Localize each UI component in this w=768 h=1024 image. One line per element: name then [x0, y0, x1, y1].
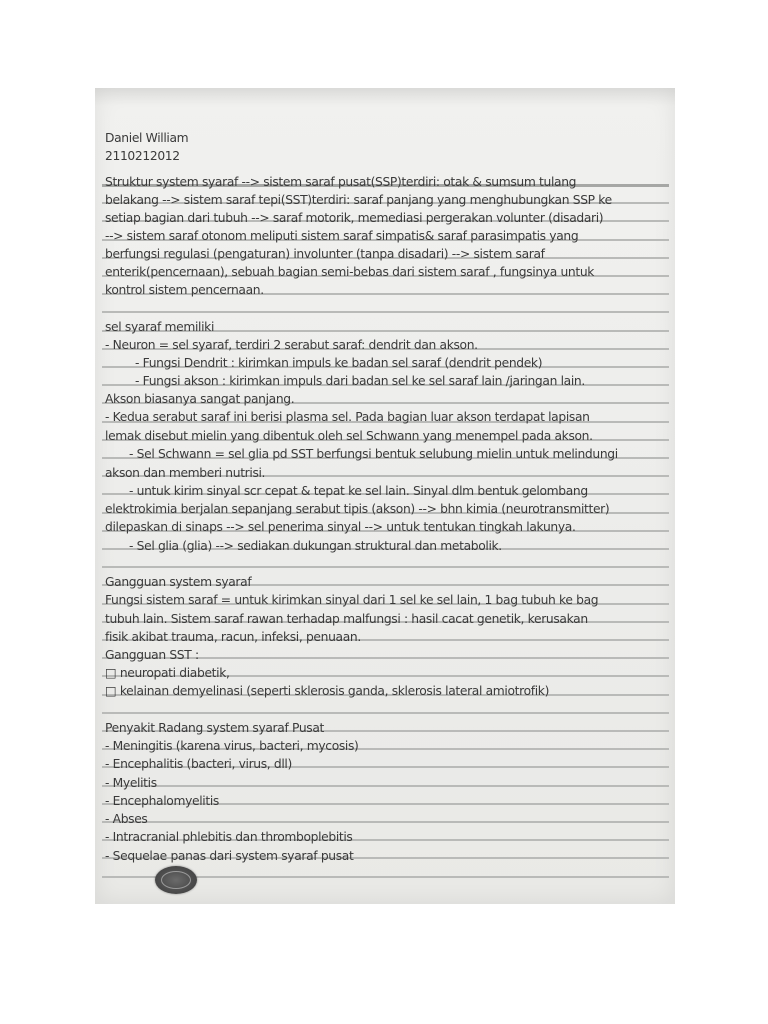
note-date: 2110212012: [105, 149, 180, 163]
text-line: Fungsi sistem saraf = untuk kirimkan sinyal dari 1 sel ke sel lain, 1 bag tubuh ke bag: [105, 593, 599, 607]
text-line: - untuk kirim sinyal scr cepat & tepat ke sel lain. Sinyal dlm bentuk gelombang: [129, 484, 588, 498]
text-line: tubuh lain. Sistem saraf rawan terhadap malfungsi : hasil cacat genetik, kerusakan: [105, 612, 588, 626]
section-heading: sel syaraf memiliki: [105, 320, 215, 334]
list-item: - Intracranial phlebitis dan thromboplebitis: [105, 830, 353, 844]
text-line: elektrokimia berjalan sepanjang serabut tipis (akson) --> bhn kimia (neurotransmitter): [105, 502, 610, 516]
text-line: - Fungsi akson : kirimkan impuls dari badan sel ke sel saraf lain /jaringan lain.: [135, 374, 585, 388]
text-line: Gangguan SST :: [105, 648, 199, 662]
text-line: enterik(pencernaan), sebuah bagian semi-bebas dari sistem saraf , fungsinya untuk: [105, 265, 595, 279]
list-item: □ kelainan demyelinasi (seperti sklerosis ganda, sklerosis lateral amiotrofik): [105, 684, 550, 698]
author-name: Daniel William: [105, 131, 189, 145]
text-line: --> sistem saraf otonom meliputi sistem saraf simpatis& saraf parasimpatis yang: [105, 229, 579, 243]
text-line: fisik akibat trauma, racun, infeksi, penuaan.: [105, 630, 361, 644]
list-item: - Sequelae panas dari system syaraf pusat: [105, 849, 354, 863]
ruled-line: [102, 821, 669, 823]
text-line: Struktur system syaraf --> sistem saraf pusat(SSP)terdiri: otak & sumsum tulang: [105, 175, 577, 189]
ruled-line: [102, 311, 669, 313]
list-item: □ neuropati diabetik,: [105, 666, 230, 680]
list-item: - Abses: [105, 812, 148, 826]
text-line: - Fungsi Dendrit : kirimkan impuls ke badan sel saraf (dendrit pendek): [135, 356, 543, 370]
page-stamp-logo: [155, 866, 197, 894]
section-heading: Penyakit Radang system syaraf Pusat: [105, 721, 324, 735]
text-line: lemak disebut mielin yang dibentuk oleh sel Schwann yang menempel pada akson.: [105, 429, 593, 443]
text-line: setiap bagian dari tubuh --> saraf motorik, memediasi pergerakan volunter (disadari): [105, 211, 604, 225]
text-line: - Sel glia (glia) --> sediakan dukungan struktural dan metabolik.: [129, 539, 502, 553]
ruled-line: [102, 785, 669, 787]
ruled-line: [102, 566, 669, 568]
text-line: - Neuron = sel syaraf, terdiri 2 serabut saraf: dendrit dan akson.: [105, 338, 478, 352]
list-item: - Myelitis: [105, 776, 157, 790]
text-line: Akson biasanya sangat panjang.: [105, 392, 295, 406]
text-line: - Sel Schwann = sel glia pd SST berfungsi bentuk selubung mielin untuk melindungi: [129, 447, 618, 461]
text-line: berfungsi regulasi (pengaturan) involunter (tanpa disadari) --> sistem saraf: [105, 247, 545, 261]
ruled-line: [102, 712, 669, 714]
text-line: - Kedua serabut saraf ini berisi plasma sel. Pada bagian luar akson terdapat lapisan: [105, 410, 590, 424]
text-line: belakang --> sistem saraf tepi(SST)terdiri: saraf panjang yang menghubungkan SSP ke: [105, 193, 612, 207]
section-heading: Gangguan system syaraf: [105, 575, 252, 589]
text-line: dilepaskan di sinaps --> sel penerima sinyal --> untuk tentukan tingkah lakunya.: [105, 520, 576, 534]
notebook-page: [95, 88, 675, 904]
list-item: - Encephalomyelitis: [105, 794, 219, 808]
list-item: - Encephalitis (bacteri, virus, dll): [105, 757, 292, 771]
text-line: kontrol sistem pencernaan.: [105, 283, 264, 297]
list-item: - Meningitis (karena virus, bacteri, mycosis): [105, 739, 359, 753]
text-line: akson dan memberi nutrisi.: [105, 466, 266, 480]
